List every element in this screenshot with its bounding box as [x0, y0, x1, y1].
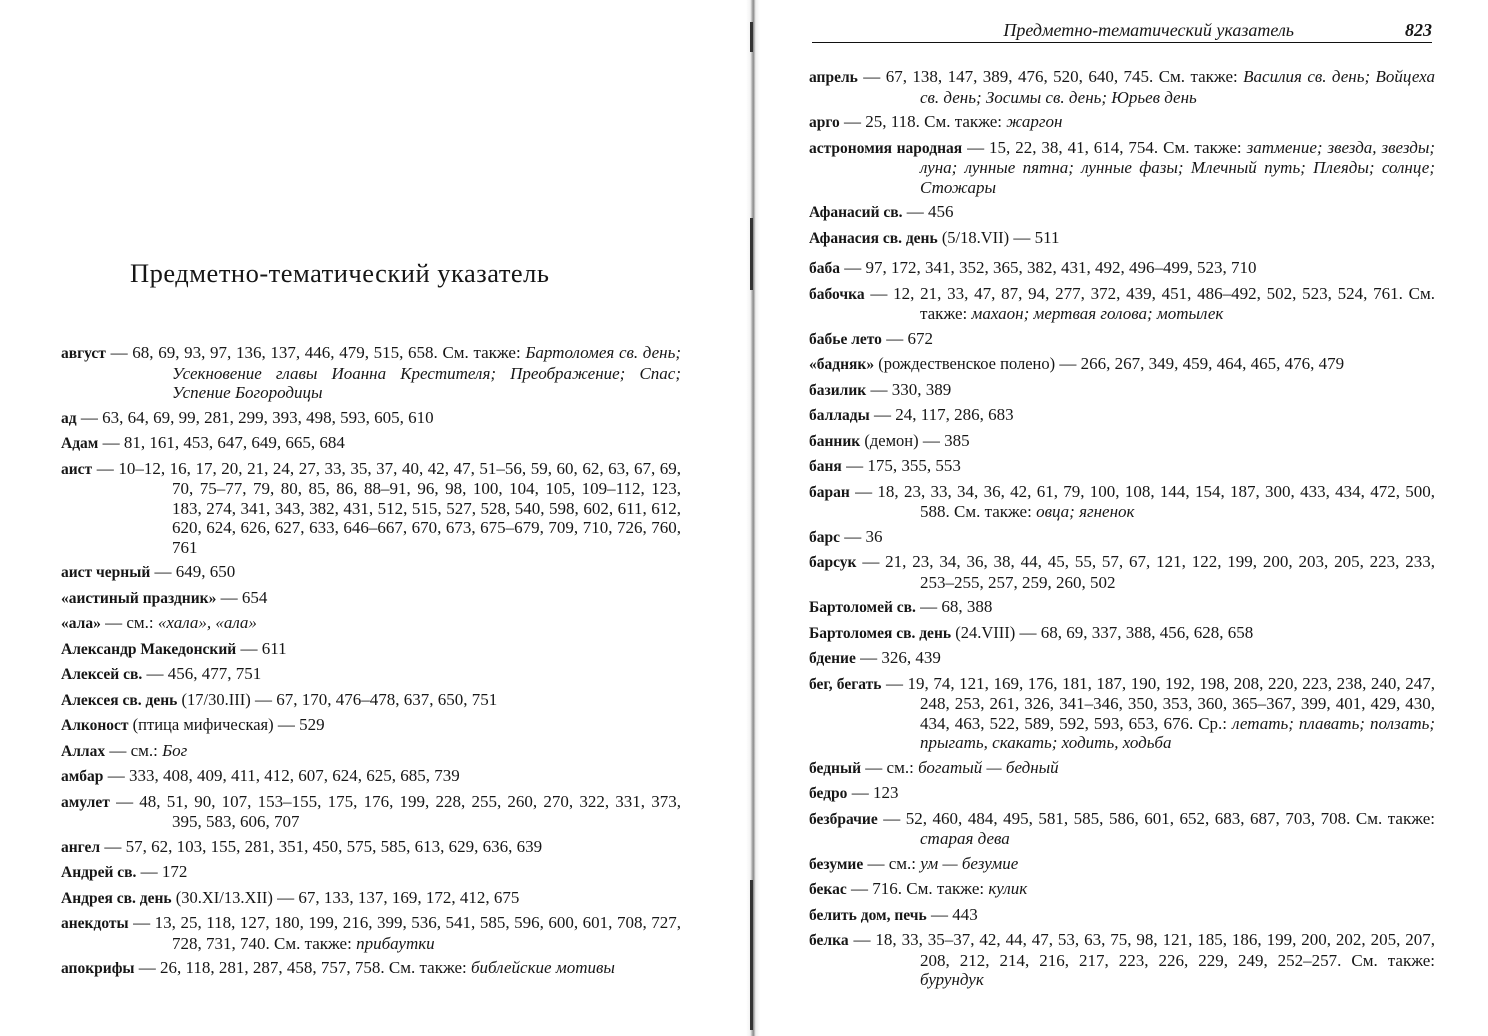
index-entry [809, 456, 1435, 477]
entry-references: — 654 [216, 587, 268, 607]
index-entry [61, 343, 681, 403]
entry-references: — 172 [136, 862, 188, 881]
entry-references: — 67, 133, 137, 169, 172, 412, 675 [272, 887, 520, 907]
index-entry [809, 597, 1435, 618]
entry-term: барс [809, 528, 840, 546]
entry-term: белить дом, печь [809, 906, 927, 924]
entry-cross-reference: затмение; звезда, звезды; луна; лунные пятна; лунные фазы; Млечный путь; Плеяды; солнце; Стожары [920, 137, 1435, 197]
entry-references: — 15, 22, 38, 41, 614, 754. См. также: [962, 137, 1247, 157]
entry-note: (24.VIII) [951, 622, 1016, 642]
index-entry [809, 228, 1435, 249]
entry-note: (30.XI/13.XII) [171, 887, 273, 907]
index-entry [809, 527, 1435, 548]
index-entry [61, 433, 681, 454]
entry-term: астрономия народная [809, 139, 963, 157]
index-entry [61, 958, 681, 979]
entry-term: апокрифы [61, 960, 135, 977]
entry-cross-reference: старая дева [920, 829, 1010, 848]
entry-term: Адам [61, 435, 99, 452]
index-entry [61, 690, 681, 711]
entry-cross-reference: кулик [988, 879, 1028, 898]
entry-cross-reference: библейские мотивы [471, 958, 615, 977]
index-entry [61, 913, 681, 953]
entry-references: — 12, 21, 33, 47, 87, 94, 277, 372, 439, 451, 486–492, 502, 523, 524, 761. См. также: [864, 283, 1435, 323]
index-entry [809, 930, 1435, 990]
entry-term: Алексей св. [61, 666, 143, 683]
entry-term: Александр Македонский [61, 640, 237, 658]
entry-note: (5/18.VII) [937, 227, 1010, 247]
entry-note: (рождественское полено) [874, 354, 1056, 373]
entry-term: бекас [809, 881, 847, 898]
running-head [812, 16, 1432, 43]
entry-note: (17/30.III) [177, 689, 251, 709]
entry-term: баллады [809, 407, 870, 424]
entry-term: Алконост [61, 717, 129, 734]
entry-term: Бартоломей св. [809, 599, 916, 616]
entry-term: Андрей св. [61, 864, 137, 881]
running-title: Предметно-тематический указатель [1003, 20, 1294, 40]
entry-term: Андрея св. день [61, 889, 172, 907]
entry-term: август [61, 345, 106, 362]
index-entry [809, 879, 1435, 900]
entry-term: баба [809, 260, 840, 277]
entry-term: бабочка [809, 285, 865, 303]
entry-term: Алексея св. день [61, 691, 178, 709]
index-entry [809, 380, 1435, 401]
entry-references: — 19, 74, 121, 169, 176, 181, 187, 190, 192, 198, 208, 220, 223, 238, 240, 247, 248, 253, 261, 326, 341–346, 350, 353, 360, 365–367, 399, 401, 429, 430, 434, 463, 522, 589, 592, 593, 653, 676. Ср.: [881, 673, 1435, 733]
entry-term: аист [61, 460, 93, 478]
index-entry [809, 809, 1435, 849]
index-entry [61, 459, 681, 558]
entry-references: — 24, 117, 286, 683 [869, 405, 1014, 424]
index-entry [61, 715, 681, 736]
entry-references: — 18, 23, 33, 34, 36, 42, 61, 79, 100, 108, 144, 154, 187, 300, 433, 434, 472, 500, 588. См. также: [849, 481, 1435, 521]
entry-cross-reference: прибаутки [356, 933, 435, 953]
entry-cross-reference: летать; плавать; ползать; прыгать, скакать; ходить, ходьба [920, 713, 1435, 752]
entry-note: (птица мифическая) [128, 715, 274, 734]
entry-references: — 266, 267, 349, 459, 464, 465, 476, 479 [1055, 354, 1345, 373]
entry-term: аист черный [61, 564, 151, 581]
entry-references: — 48, 51, 90, 107, 153–155, 175, 176, 199, 228, 255, 260, 270, 322, 331, 373, 395, 583, 606, 707 [109, 791, 681, 831]
entry-term: безбрачие [809, 810, 878, 828]
entry-term: амбар [61, 768, 104, 785]
right-page [752, 0, 1488, 1036]
index-entry [809, 329, 1435, 350]
index-entry [61, 766, 681, 787]
entry-term: ад [61, 409, 77, 427]
index-entry [809, 284, 1435, 324]
index-entry [809, 623, 1435, 644]
entry-references: — 385 [918, 430, 970, 450]
index-entry [61, 562, 681, 583]
entry-references: — 26, 118, 281, 287, 458, 757, 758. См. также: [134, 958, 471, 977]
entry-references: — 330, 389 [866, 379, 952, 399]
index-entry-list [809, 67, 1435, 995]
entry-cross-reference: богатый — бедный [918, 757, 1059, 777]
entry-references: — 63, 64, 69, 99, 281, 299, 393, 498, 593, 605, 610 [76, 407, 434, 427]
index-entry [61, 862, 681, 883]
index-entry [809, 674, 1435, 753]
entry-term: «аистиный праздник» [61, 589, 217, 607]
entry-references: — 67, 170, 476–478, 637, 650, 751 [250, 689, 498, 709]
entry-term: безумие [809, 855, 864, 873]
entry-term: арго [809, 114, 840, 131]
entry-cross-reference: овца; ягненок [1036, 502, 1135, 521]
index-entry [809, 112, 1435, 133]
index-entry [809, 138, 1435, 198]
entry-references: — 36 [840, 526, 883, 546]
entry-references: — 529 [273, 715, 325, 734]
index-entry [61, 613, 681, 634]
entry-term: бдение [809, 650, 856, 667]
index-entry [61, 741, 681, 762]
index-entry [61, 837, 681, 858]
index-entry [809, 202, 1435, 223]
entry-term: Бартоломея св. день [809, 624, 952, 642]
entry-term: бедро [809, 785, 848, 802]
entry-references: — 443 [926, 904, 978, 924]
entry-term: белка [809, 932, 849, 949]
entry-term: Афанасий св. [809, 204, 903, 221]
index-entry [61, 664, 681, 685]
entry-term: Аллах [61, 742, 106, 760]
index-entry [809, 854, 1435, 875]
entry-references: — 57, 62, 103, 155, 281, 351, 450, 575, 585, 613, 629, 636, 639 [100, 836, 543, 856]
entry-references: — 97, 172, 341, 352, 365, 382, 431, 492, 496–499, 523, 710 [840, 258, 1257, 277]
index-entry [61, 588, 681, 609]
entry-term: амулет [61, 793, 110, 811]
index-entry [61, 888, 681, 909]
entry-references: — 175, 355, 553 [841, 456, 961, 475]
entry-references: — 18, 33, 35–37, 42, 44, 47, 53, 63, 75, 98, 121, 185, 186, 199, 200, 202, 205, 207, 208, 212, 214, 216, 217, 223, 226, 229, 249, 252–257. См. также: [848, 930, 1435, 970]
page-number: 823 [1405, 20, 1432, 40]
index-entry [809, 783, 1435, 804]
entry-cross-reference: Бартоломея св. день; Усекновение главы Иоанна Крестителя; Преображение; Спас; Успение Богородицы [172, 343, 681, 402]
entry-references: — 13, 25, 118, 127, 180, 199, 216, 399, 536, 541, 585, 596, 600, 601, 708, 727, 728, 731, 740. См. также: [128, 913, 681, 953]
entry-references: — 611 [236, 638, 287, 658]
entry-cross-reference: бурундук [920, 970, 984, 989]
index-entry-list [61, 343, 681, 984]
entry-references: — 81, 161, 453, 647, 649, 665, 684 [98, 433, 345, 452]
index-entry [809, 67, 1435, 107]
entry-cross-reference: ум — безумие [920, 853, 1019, 873]
entry-term: апрель [809, 69, 858, 86]
entry-cross-reference: Василия св. день; Войцеха св. день; Зосимы св. день; Юрьев день [920, 67, 1435, 107]
index-entry [809, 648, 1435, 669]
entry-term: «ала» [61, 615, 101, 632]
entry-references: — 25, 118. См. также: [839, 112, 1007, 131]
entry-term: бабье лето [809, 330, 882, 348]
index-entry [809, 405, 1435, 426]
entry-references: — 10–12, 16, 17, 20, 21, 24, 27, 33, 35, 37, 40, 42, 47, 51–56, 59, 60, 62, 63, 67, 69, 70, 75–77, 79, 80, 85, 86, 88–91, 96, 98, 100, 104, 105, 109–112, 123, 183, 274, 341, 343, 382, 431, 512, 515, 527, 528, 540, 598, 602, 611, 612, 620, 624, 626, 627, 633, 646–667, 670, 673, 675–679, 709, 710, 726, 760, 761 [92, 458, 681, 557]
entry-references: — 672 [881, 328, 933, 348]
entry-references: — 716. См. также: [846, 879, 989, 898]
entry-references: — 68, 69, 93, 97, 136, 137, 446, 479, 515, 658. См. также: [105, 343, 526, 362]
entry-term: базилик [809, 381, 867, 399]
entry-references: — 68, 69, 337, 388, 456, 628, 658 [1015, 622, 1254, 642]
entry-term: баня [809, 458, 842, 475]
entry-cross-reference: махаон; мертвая голова; мотылек [971, 304, 1224, 323]
index-entry [61, 792, 681, 832]
entry-references: — 21, 23, 34, 36, 38, 44, 45, 55, 57, 67, 121, 122, 199, 200, 203, 205, 223, 233, 253–255, 257, 259, 260, 502 [856, 552, 1435, 592]
entry-term: ангел [61, 838, 101, 856]
entry-references: — см.: [100, 613, 158, 632]
entry-references: — 456, 477, 751 [142, 664, 262, 683]
index-entry [809, 552, 1435, 592]
entry-cross-reference: «хала», «ала» [157, 613, 257, 632]
entry-note: (демон) [860, 430, 919, 450]
entry-references: — см.: [105, 740, 163, 760]
entry-references: — 649, 650 [150, 562, 236, 581]
entry-term: баран [809, 483, 850, 501]
entry-references: — 123 [847, 783, 899, 802]
index-entry [61, 639, 681, 660]
entry-references: — 333, 408, 409, 411, 412, 607, 624, 625, 685, 739 [103, 766, 460, 785]
entry-cross-reference: жаргон [1006, 112, 1063, 131]
entry-term: Афанасия св. день [809, 229, 938, 247]
index-entry [809, 905, 1435, 926]
entry-term: бедный [809, 759, 862, 777]
entry-references: — 326, 439 [855, 648, 941, 667]
entry-references: — 456 [902, 202, 954, 221]
entry-references: — см.: [861, 757, 919, 777]
entry-term: банник [809, 432, 861, 450]
entry-term: бег, бегать [809, 675, 882, 693]
entry-term: анекдоты [61, 915, 129, 932]
index-entry [809, 431, 1435, 452]
entry-term: «бадняк» [809, 356, 875, 373]
index-entry [61, 408, 681, 429]
entry-references: — см.: [863, 853, 921, 873]
index-entry [809, 758, 1435, 779]
entry-cross-reference: Бог [162, 740, 188, 760]
entry-term: барсук [809, 554, 857, 571]
index-entry [809, 482, 1435, 522]
entry-references: — 67, 138, 147, 389, 476, 520, 640, 745. См. также: [857, 67, 1244, 86]
entry-references: — 511 [1009, 227, 1060, 247]
entry-references: — 68, 388 [915, 597, 993, 616]
entry-references: — 52, 460, 484, 495, 581, 585, 586, 601, 652, 683, 687, 703, 708. См. также: [877, 808, 1435, 828]
index-entry [809, 354, 1435, 375]
index-entry [809, 258, 1435, 279]
section-title: Предметно-тематический указатель [130, 258, 550, 288]
